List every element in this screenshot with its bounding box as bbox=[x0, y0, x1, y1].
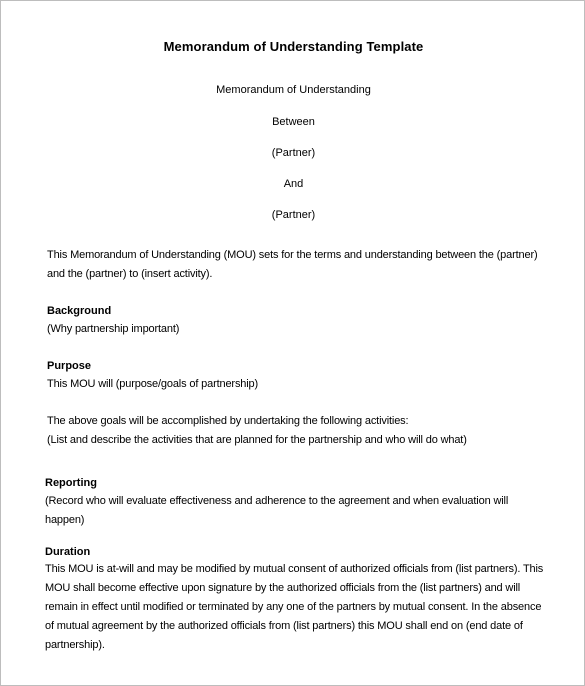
header-line-and: And bbox=[283, 178, 304, 190]
reporting-line-1: (Record who will evaluate effectiveness and adherence to the agreement and when evaluation will bbox=[45, 495, 509, 507]
duration-line-2: MOU shall become effective upon signature by the authorized officials from the (list partners) and will bbox=[45, 582, 521, 594]
header-line-partner-1: (Partner) bbox=[271, 147, 316, 159]
activities-line-1: The above goals will be accomplished by undertaking the following activities: bbox=[47, 415, 409, 427]
reporting-heading: Reporting bbox=[45, 477, 97, 489]
intro-line-1: This Memorandum of Understanding (MOU) sets for the terms and understanding between the (partner) bbox=[47, 249, 538, 261]
background-line-1: (Why partnership important) bbox=[47, 323, 180, 335]
header-line-mou: Memorandum of Understanding bbox=[216, 84, 371, 96]
header-line-partner-2: (Partner) bbox=[271, 209, 316, 221]
duration-line-1: This MOU is at-will and may be modified by mutual consent of authorized officials from (list partners). This bbox=[45, 563, 544, 575]
duration-heading: Duration bbox=[45, 546, 91, 558]
reporting-line-2: happen) bbox=[45, 514, 85, 526]
intro-line-2: and the (partner) to (insert activity). bbox=[47, 268, 213, 280]
header-line-between: Between bbox=[272, 116, 315, 128]
duration-line-3: remain in effect until modified or terminated by any one of the partners by mutual consent. In the absence bbox=[45, 601, 542, 613]
duration-line-5: partnership). bbox=[45, 639, 105, 651]
background-heading: Background bbox=[47, 305, 112, 317]
duration-line-4: of mutual agreement by the authorized officials from (list partners) this MOU shall end on (end date of bbox=[45, 620, 523, 632]
purpose-line-1: This MOU will (purpose/goals of partnership) bbox=[47, 378, 259, 390]
purpose-heading: Purpose bbox=[47, 360, 92, 372]
activities-line-2: (List and describe the activities that are planned for the partnership and who will do what) bbox=[47, 434, 467, 446]
document-title: Memorandum of Understanding Template bbox=[163, 39, 424, 54]
